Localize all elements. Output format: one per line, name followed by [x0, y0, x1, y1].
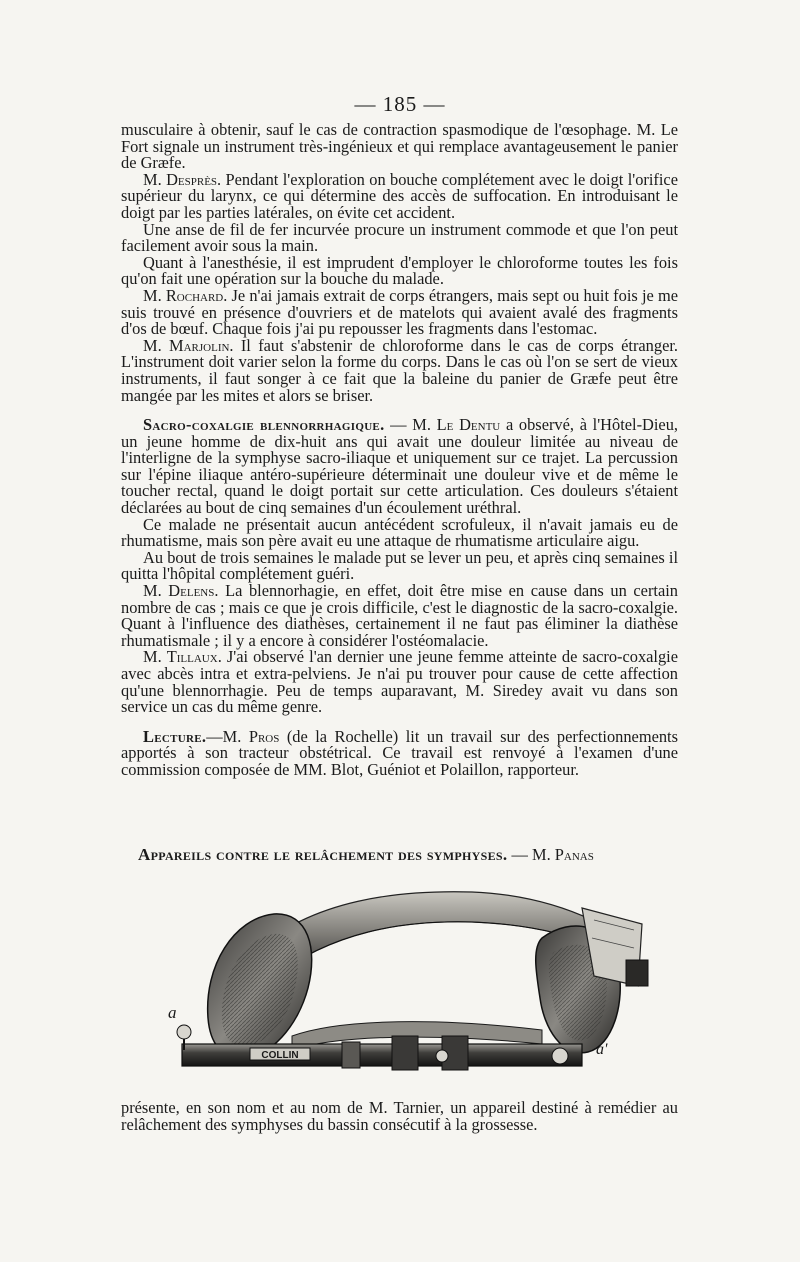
tail-text: [121, 1100, 678, 1133]
text-run: — M.: [384, 415, 437, 435]
figure-label-a: a: [168, 1003, 177, 1022]
text-run: Marjolin: [169, 335, 230, 355]
text-run: Rochard: [165, 285, 224, 305]
text-run: Au bout de trois semaines le malade put se lever un peu, et après cinq semaines il quitta l'hôpital complétement guéri.: [121, 547, 678, 584]
text-run: M.: [143, 581, 169, 601]
text-run: . Pendant l'exploration on bouche complétement avec le doigt l'orifice supérieur du larynx, ce qui détermine des accès de suffocation. En introduisant le doigt par les parties latérales, on évite cet accident.: [121, 169, 678, 222]
text-run: M.: [143, 169, 167, 189]
paragraph-p7: [121, 417, 678, 517]
paragraph-p6: [121, 335, 679, 405]
paragraph-p11: [121, 649, 678, 715]
text-run: Sacro-coxalgie blennorrhagique.: [143, 415, 385, 435]
paragraph-p5: [121, 285, 678, 339]
text-run: —M.: [206, 726, 249, 746]
text-run: Delens: [168, 581, 215, 601]
text-run: Ce malade ne présentait aucun antécédent scrofuleux, il n'avait jamais eu de rhumatisme, mais son père avait eu une attaque de rhumatisme articulaire aigu.: [121, 514, 678, 551]
text-run: M.: [143, 285, 166, 305]
paragraph-p10: [121, 583, 678, 649]
tail-paragraph: présente, en son nom et au nom de M. Tarnier, un appareil destiné à remédier au relâchement des symphyses du bassin consécutif à la grossesse.: [121, 1098, 678, 1134]
text-run: Lecture.: [143, 726, 207, 746]
text-run: a observé, à l'Hôtel-Dieu, un jeune homme de dix-huit ans qui avait une douleur limitée au niveau de l'interligne de la symphyse sacro-iliaque et uniquement sur ce trajet. La percussion sur l'épine iliaque antéro-supérieure déterminait une douleur vive et de même le toucher rectal, quand le doigt portait sur cette articulation. Ces douleurs s'étaient déclarées au bout de cinq semaines d'un écoulement uréthral.: [121, 415, 679, 518]
heading-dash: — M.: [507, 845, 555, 864]
paragraph-p4: [121, 252, 678, 289]
text-run: . Je n'ai jamais extrait de corps étrangers, mais sept ou huit fois je me suis trouvé en présence d'ouvriers et de matelots qui avaient avalé des fragments d'os de bœuf. Chaque fois j'ai pu repousser les fragments dans l'estomac.: [121, 285, 678, 339]
body-text: [121, 122, 678, 779]
heading-title: Appareils contre le relâchement des symphyses.: [138, 845, 508, 864]
paragraph-p1: [121, 122, 678, 172]
text-run: Pros: [248, 726, 280, 746]
text-run: Une anse de fil de fer incurvée procure un instrument commode et que l'on peut facilement avoir sous la main.: [121, 219, 678, 256]
heading-author: Panas: [554, 845, 594, 864]
text-run: Desprès: [166, 169, 218, 189]
paragraph-p9: [121, 547, 678, 584]
paragraph-p12: [121, 726, 678, 779]
paragraph-p2: [121, 169, 678, 222]
text-run: . J'ai observé l'an dernier une jeune femme atteinte de sacro-coxalgie avec abcès intra et extra-pelviens. Je n'ai pu trouver pour cause de cette affection qu'une blennorrhagie. Peu de temps auparavant, M. Siredey avait vu dans son service un cas du même genre.: [121, 647, 678, 717]
maker-mark: COLLIN: [261, 1050, 299, 1061]
text-run: (de la Rochelle) lit un travail sur des perfectionnements apportés à son tracteur obstétrical. Ce travail est renvoyé à l'examen d'une commission composée de MM. Blot, Guéniot et Polaillon, rapporteur.: [121, 726, 678, 779]
paragraph-p3: [121, 219, 678, 256]
text-run: M.: [143, 335, 170, 355]
text-run: Tillaux: [166, 647, 218, 667]
text-run: M.: [143, 647, 167, 667]
text-run: Le Dentu: [436, 415, 501, 435]
page-number: — 185 —: [354, 92, 446, 116]
apparatus-illustration: [142, 868, 678, 1100]
text-run: . Il faut s'abstenir de chloroforme dans le cas de corps étranger. L'instrument doit varier selon la forme du corps. Dans le cas où l'on se sert de vieux instruments, il faut songer à ce fait que la baleine du panier de Græfe peut être mangée par les mites et alors se briser.: [121, 335, 679, 405]
text-run: Quant à l'anesthésie, il est imprudent d'employer le chloroforme toutes les fois qu'on fait une opération sur la bouche du malade.: [121, 252, 678, 289]
figure-label-a-prime: a': [596, 1041, 608, 1058]
text-run: musculaire à obtenir, sauf le cas de contraction spasmodique de l'œsophage. M. Le Fort signale un instrument très-ingénieux et qui remplace avantageusement le panier de Græfe.: [121, 120, 678, 173]
text-run: . La blennorhagie, en effet, doit être mise en cause dans un certain nombre de cas ; mais ce que je crois difficile, c'est le diagnostic de la sacro-coxalgie. Quant à l'influence des diathèses, certainement il ne faut pas éliminer la diathèse rhumatismale ; il y a encore à considérer l'ostéomalacie.: [121, 581, 678, 650]
paragraph-p8: [121, 514, 678, 551]
section-heading: [138, 846, 678, 864]
